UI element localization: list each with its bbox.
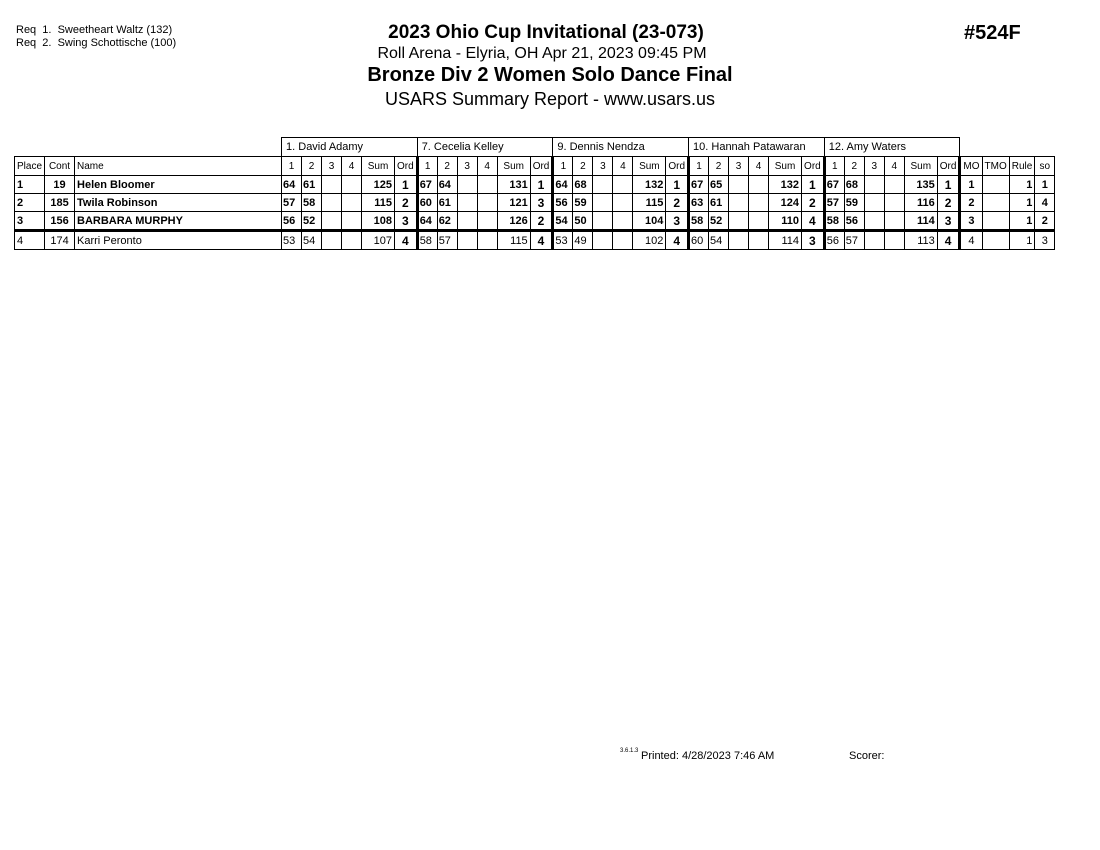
results-table	[14, 137, 1055, 250]
score-4-cell	[613, 212, 633, 231]
place-cell: 2	[15, 194, 45, 212]
score-2-cell: 50	[573, 212, 593, 231]
column-header-ord: Ord	[395, 157, 418, 176]
score-1-cell: 67	[824, 176, 844, 194]
contestant-number-cell: 185	[45, 194, 75, 212]
column-header-cont: Cont	[45, 157, 75, 176]
column-header-tmo: TMO	[982, 157, 1009, 176]
rule-cell: 1	[1009, 231, 1035, 250]
column-header-name: Name	[75, 157, 282, 176]
column-header-s3: 3	[593, 157, 613, 176]
ordinal-cell: 2	[395, 194, 418, 212]
score-2-cell: 68	[573, 176, 593, 194]
report-title: USARS Summary Report - www.usars.us	[384, 89, 716, 109]
judge-name: 9. Dennis Nendza	[553, 138, 689, 157]
score-4-cell	[613, 194, 633, 212]
score-3-cell	[322, 212, 342, 231]
column-header-s4: 4	[477, 157, 497, 176]
score-4-cell	[477, 194, 497, 212]
column-header-s3: 3	[457, 157, 477, 176]
score-1-cell: 53	[282, 231, 302, 250]
score-3-cell	[864, 212, 884, 231]
sum-cell: 124	[769, 194, 802, 212]
column-header-mo: MO	[960, 157, 982, 176]
score-4-cell	[342, 194, 362, 212]
sum-cell: 131	[497, 176, 530, 194]
sum-cell: 115	[362, 194, 395, 212]
ordinal-cell: 3	[395, 212, 418, 231]
ordinal-cell: 1	[937, 176, 960, 194]
score-4-cell	[477, 231, 497, 250]
requirement-2: Req 2. Swing Schottische (100)	[16, 37, 177, 49]
score-1-cell: 60	[417, 194, 437, 212]
score-4-cell	[613, 176, 633, 194]
score-1-cell: 56	[824, 231, 844, 250]
column-header-s3: 3	[322, 157, 342, 176]
score-1-cell: 56	[282, 212, 302, 231]
score-1-cell: 54	[553, 212, 573, 231]
judge-name: 1. David Adamy	[282, 138, 418, 157]
column-header-so: so	[1035, 157, 1055, 176]
mo-cell: 1	[960, 176, 982, 194]
column-header-sum: Sum	[769, 157, 802, 176]
score-4-cell	[342, 212, 362, 231]
tmo-cell	[982, 212, 1009, 231]
column-header-s4: 4	[749, 157, 769, 176]
column-header-s2: 2	[437, 157, 457, 176]
score-3-cell	[864, 231, 884, 250]
column-header-s1: 1	[417, 157, 437, 176]
ordinal-cell: 1	[666, 176, 689, 194]
judge-row-tail	[960, 138, 1055, 157]
place-cell: 4	[15, 231, 45, 250]
score-1-cell: 67	[689, 176, 709, 194]
requirement-1: Req 1. Sweetheart Waltz (132)	[16, 24, 173, 36]
column-header-s2: 2	[302, 157, 322, 176]
score-2-cell: 65	[709, 176, 729, 194]
score-1-cell: 56	[553, 194, 573, 212]
score-2-cell: 57	[437, 231, 457, 250]
so-cell: 4	[1035, 194, 1055, 212]
skater-name-cell: BARBARA MURPHY	[75, 212, 282, 231]
score-3-cell	[322, 176, 342, 194]
sum-cell: 110	[769, 212, 802, 231]
score-3-cell	[729, 194, 749, 212]
sum-cell: 115	[633, 194, 666, 212]
score-4-cell	[477, 176, 497, 194]
ordinal-cell: 4	[802, 212, 825, 231]
event-number: #524F	[964, 22, 1021, 44]
competition-title: 2023 Ohio Cup Invitational (23-073)	[388, 22, 704, 43]
score-2-cell: 61	[437, 194, 457, 212]
ordinal-cell: 2	[666, 194, 689, 212]
sum-cell: 116	[904, 194, 937, 212]
score-2-cell: 54	[302, 231, 322, 250]
column-header-s2: 2	[709, 157, 729, 176]
column-header-s2: 2	[573, 157, 593, 176]
sum-cell: 125	[362, 176, 395, 194]
score-3-cell	[729, 212, 749, 231]
skater-name-cell: Karri Peronto	[75, 231, 282, 250]
scorer-label: Scorer:	[849, 750, 885, 762]
column-header-s1: 1	[689, 157, 709, 176]
column-header-s4: 4	[342, 157, 362, 176]
score-1-cell: 64	[553, 176, 573, 194]
score-1-cell: 60	[689, 231, 709, 250]
table-row	[15, 212, 1055, 231]
column-header-row	[15, 157, 1055, 176]
score-2-cell: 61	[302, 176, 322, 194]
ordinal-cell: 4	[666, 231, 689, 250]
ordinal-cell: 4	[937, 231, 960, 250]
rule-cell: 1	[1009, 194, 1035, 212]
score-3-cell	[593, 194, 613, 212]
column-header-ord: Ord	[666, 157, 689, 176]
score-3-cell	[729, 176, 749, 194]
judge-row-spacer	[15, 138, 282, 157]
so-cell: 1	[1035, 176, 1055, 194]
tmo-cell	[982, 231, 1009, 250]
tmo-cell	[982, 176, 1009, 194]
score-3-cell	[457, 231, 477, 250]
score-2-cell: 59	[573, 194, 593, 212]
skater-name-cell: Helen Bloomer	[75, 176, 282, 194]
sum-cell: 132	[633, 176, 666, 194]
place-cell: 3	[15, 212, 45, 231]
ordinal-cell: 2	[530, 212, 553, 231]
contestant-number-cell: 156	[45, 212, 75, 231]
score-1-cell: 58	[689, 212, 709, 231]
score-2-cell: 59	[844, 194, 864, 212]
column-header-place: Place	[15, 157, 45, 176]
ordinal-cell: 2	[937, 194, 960, 212]
column-header-ord: Ord	[937, 157, 960, 176]
column-header-s3: 3	[864, 157, 884, 176]
mo-cell: 4	[960, 231, 982, 250]
ordinal-cell: 2	[802, 194, 825, 212]
score-2-cell: 64	[437, 176, 457, 194]
score-4-cell	[613, 231, 633, 250]
score-4-cell	[884, 212, 904, 231]
column-header-sum: Sum	[633, 157, 666, 176]
place-cell: 1	[15, 176, 45, 194]
score-1-cell: 53	[553, 231, 573, 250]
tmo-cell	[982, 194, 1009, 212]
score-3-cell	[593, 212, 613, 231]
sum-cell: 114	[904, 212, 937, 231]
sum-cell: 126	[497, 212, 530, 231]
skater-name-cell: Twila Robinson	[75, 194, 282, 212]
sum-cell: 108	[362, 212, 395, 231]
score-1-cell: 57	[282, 194, 302, 212]
rule-cell: 1	[1009, 176, 1035, 194]
sum-cell: 135	[904, 176, 937, 194]
column-header-s1: 1	[824, 157, 844, 176]
score-1-cell: 57	[824, 194, 844, 212]
score-3-cell	[864, 176, 884, 194]
score-4-cell	[749, 212, 769, 231]
score-3-cell	[864, 194, 884, 212]
score-3-cell	[457, 176, 477, 194]
event-title: Bronze Div 2 Women Solo Dance Final	[367, 64, 733, 86]
column-header-ord: Ord	[530, 157, 553, 176]
ordinal-cell: 3	[530, 194, 553, 212]
score-3-cell	[322, 231, 342, 250]
sum-cell: 114	[769, 231, 802, 250]
score-4-cell	[477, 212, 497, 231]
score-1-cell: 63	[689, 194, 709, 212]
judge-name: 7. Cecelia Kelley	[417, 138, 553, 157]
column-header-s1: 1	[282, 157, 302, 176]
column-header-s3: 3	[729, 157, 749, 176]
table-row	[15, 194, 1055, 212]
score-4-cell	[342, 231, 362, 250]
printed-timestamp: Printed: 4/28/2023 7:46 AM	[641, 750, 775, 762]
ordinal-cell: 3	[937, 212, 960, 231]
contestant-number-cell: 19	[45, 176, 75, 194]
judge-name: 10. Hannah Patawaran	[689, 138, 825, 157]
score-3-cell	[322, 194, 342, 212]
rule-cell: 1	[1009, 212, 1035, 231]
score-2-cell: 52	[709, 212, 729, 231]
ordinal-cell: 4	[530, 231, 553, 250]
table-row	[15, 231, 1055, 250]
contestant-number-cell: 174	[45, 231, 75, 250]
column-header-sum: Sum	[362, 157, 395, 176]
software-version: 3.6.1.3	[620, 748, 639, 754]
column-header-s4: 4	[613, 157, 633, 176]
ordinal-cell: 1	[802, 176, 825, 194]
score-3-cell	[593, 176, 613, 194]
score-4-cell	[884, 231, 904, 250]
score-1-cell: 64	[417, 212, 437, 231]
score-2-cell: 52	[302, 212, 322, 231]
mo-cell: 3	[960, 212, 982, 231]
score-2-cell: 61	[709, 194, 729, 212]
judge-name: 12. Amy Waters	[824, 138, 960, 157]
ordinal-cell: 1	[530, 176, 553, 194]
score-1-cell: 64	[282, 176, 302, 194]
judge-header-row	[15, 138, 1055, 157]
venue-line: Roll Arena - Elyria, OH Apr 21, 2023 09:45 PM	[377, 45, 707, 62]
column-header-sum: Sum	[497, 157, 530, 176]
score-4-cell	[884, 194, 904, 212]
ordinal-cell: 4	[395, 231, 418, 250]
score-2-cell: 57	[844, 231, 864, 250]
ordinal-cell: 1	[395, 176, 418, 194]
column-header-ord: Ord	[802, 157, 825, 176]
score-2-cell: 58	[302, 194, 322, 212]
column-header-rule: Rule	[1009, 157, 1035, 176]
mo-cell: 2	[960, 194, 982, 212]
score-3-cell	[593, 231, 613, 250]
score-1-cell: 58	[824, 212, 844, 231]
sum-cell: 113	[904, 231, 937, 250]
score-4-cell	[884, 176, 904, 194]
score-3-cell	[457, 212, 477, 231]
sum-cell: 104	[633, 212, 666, 231]
ordinal-cell: 3	[666, 212, 689, 231]
score-4-cell	[749, 194, 769, 212]
table-row	[15, 176, 1055, 194]
score-4-cell	[342, 176, 362, 194]
score-4-cell	[749, 231, 769, 250]
so-cell: 3	[1035, 231, 1055, 250]
score-2-cell: 62	[437, 212, 457, 231]
column-header-s1: 1	[553, 157, 573, 176]
column-header-s2: 2	[844, 157, 864, 176]
score-1-cell: 58	[417, 231, 437, 250]
sum-cell: 132	[769, 176, 802, 194]
sum-cell: 121	[497, 194, 530, 212]
score-2-cell: 49	[573, 231, 593, 250]
score-2-cell: 56	[844, 212, 864, 231]
sum-cell: 115	[497, 231, 530, 250]
score-2-cell: 68	[844, 176, 864, 194]
score-2-cell: 54	[709, 231, 729, 250]
sum-cell: 107	[362, 231, 395, 250]
ordinal-cell: 3	[802, 231, 825, 250]
sum-cell: 102	[633, 231, 666, 250]
column-header-s4: 4	[884, 157, 904, 176]
score-4-cell	[749, 176, 769, 194]
score-3-cell	[457, 194, 477, 212]
column-header-sum: Sum	[904, 157, 937, 176]
score-1-cell: 67	[417, 176, 437, 194]
score-3-cell	[729, 231, 749, 250]
so-cell: 2	[1035, 212, 1055, 231]
